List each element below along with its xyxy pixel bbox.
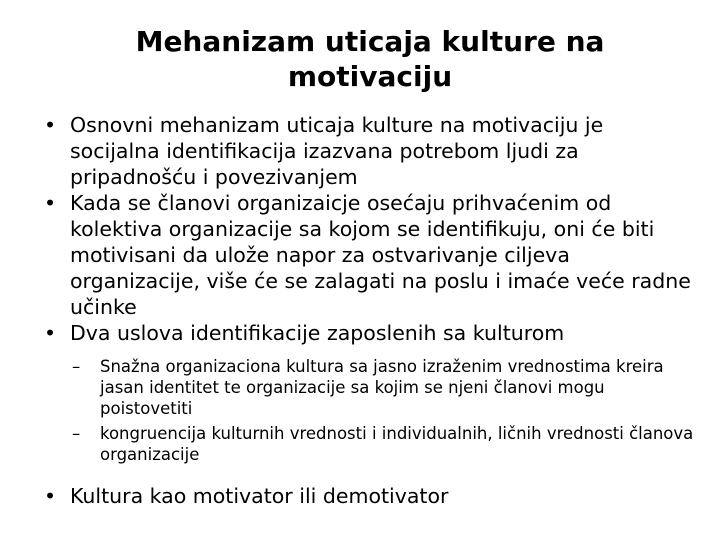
sub-bullet-item — [36, 356, 696, 419]
bullet-text: Osnovni mehanizam uticaja kulture na motivaciju je socijalna identifikacija izazvana potrebom ljudi za pripadnošću i povezivanjem — [70, 113, 604, 189]
bullet-text: Kada se članovi organizaicje osećaju prihvaćenim od kolektiva organizacije sa kojom se identifikuju, oni će biti motivisani da ulože napor za ostvarivanje ciljeva organizacije, više će se zalagati na poslu i imaće veće radne učinke — [70, 191, 691, 319]
sub-bullet-text: kongruencija kulturnih vrednosti i individualnih, ličnih vrednosti članova organizacije — [100, 424, 694, 464]
bullet-mark: • — [44, 484, 57, 508]
sub-bullet-mark: – — [72, 357, 81, 376]
bullet-text: Kultura kao motivator ili demotivator — [70, 484, 449, 508]
bullet-mark: • — [44, 191, 57, 215]
bullet-item — [36, 190, 696, 320]
sub-bullet-list — [36, 356, 696, 465]
bullet-mark: • — [44, 113, 57, 137]
sub-bullet-mark: – — [72, 424, 81, 443]
bullet-text: Dva uslova identifikacije zaposlenih sa kulturom — [70, 321, 565, 345]
sub-bullet-text: Snažna organizaciona kultura sa jasno izraženim vrednostima kreira jasan identitet te organizacije sa kojim se njeni članovi mogu poistovetiti — [100, 357, 664, 418]
slide-title: Mehanizam uticaja kulture na motivaciju — [135, 25, 605, 93]
slide-body — [36, 112, 696, 509]
bullet-mark: • — [44, 321, 57, 345]
bullet-item — [36, 483, 696, 509]
sub-bullet-item — [36, 423, 696, 465]
bullet-item — [36, 320, 696, 346]
bullet-item — [36, 112, 670, 190]
